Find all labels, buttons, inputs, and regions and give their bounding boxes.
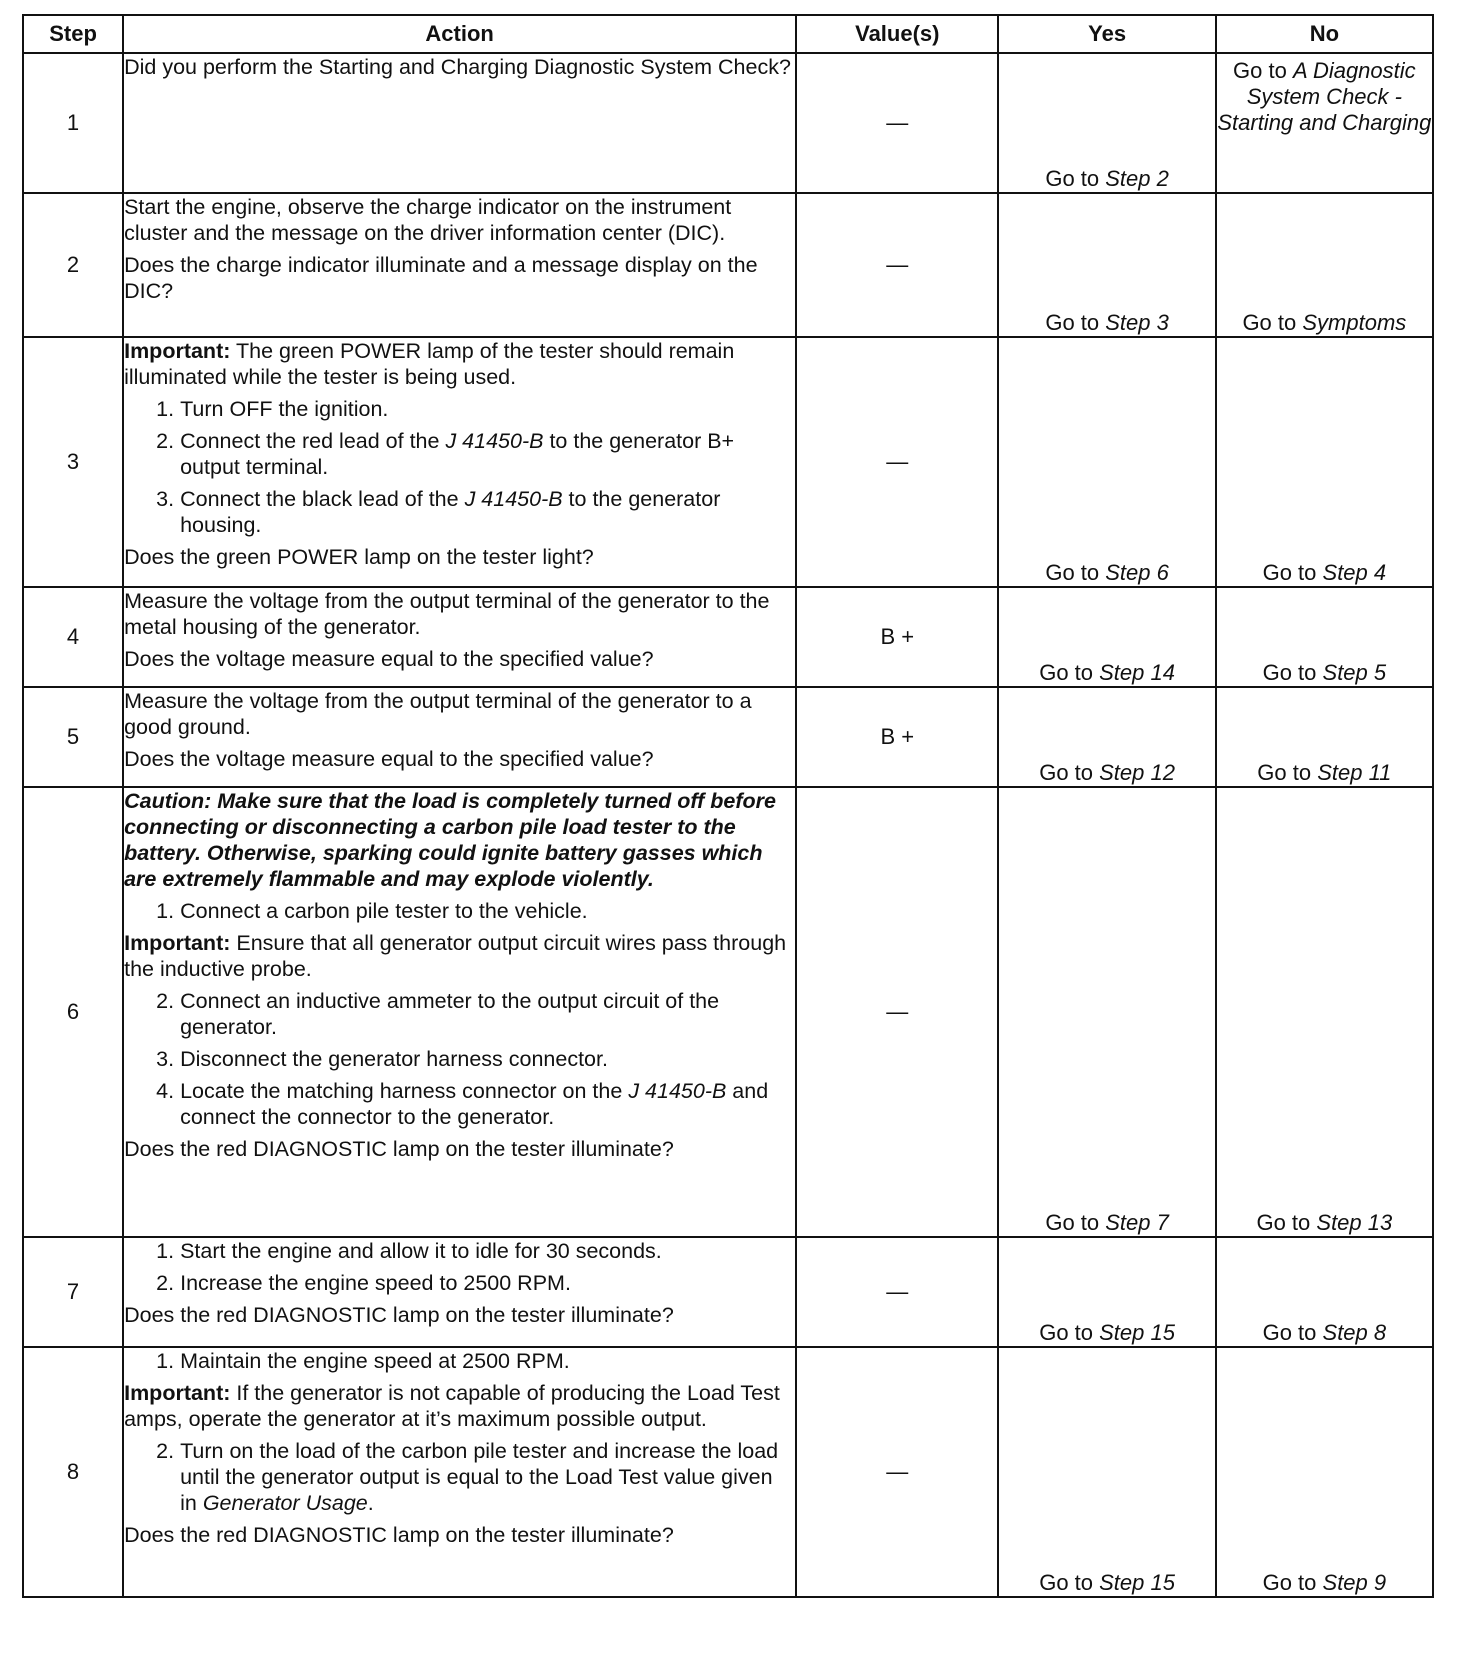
important-note bbox=[124, 338, 795, 390]
header-values: Value(s) bbox=[796, 15, 998, 53]
yes-prefix: Go to bbox=[1045, 560, 1106, 585]
item-text: Connect a carbon pile tester to the vehicle. bbox=[180, 899, 588, 923]
item-text-pre: Connect the black lead of the bbox=[180, 487, 465, 511]
table-row bbox=[23, 1237, 1433, 1347]
item-number: 1. bbox=[156, 1239, 175, 1263]
action-cell bbox=[123, 337, 796, 587]
list-item bbox=[124, 486, 795, 538]
yes-link[interactable]: Step 14 bbox=[1099, 660, 1175, 685]
yes-cell bbox=[998, 193, 1215, 337]
list-item bbox=[124, 1348, 795, 1374]
step-number: 3 bbox=[23, 337, 123, 587]
action-question: Does the green POWER lamp on the tester light? bbox=[124, 545, 594, 569]
item-number: 1. bbox=[156, 899, 175, 923]
no-cell bbox=[1216, 587, 1433, 687]
step-number: 7 bbox=[23, 1237, 123, 1347]
important-note bbox=[124, 1380, 795, 1432]
step-number: 5 bbox=[23, 687, 123, 787]
step-number: 1 bbox=[23, 53, 123, 193]
list-item bbox=[124, 1046, 795, 1072]
value-cell: — bbox=[796, 1237, 998, 1347]
no-link[interactable]: Step 5 bbox=[1322, 660, 1387, 685]
item-number: 4. bbox=[156, 1079, 175, 1103]
action-question: Does the red DIAGNOSTIC lamp on the tester illuminate? bbox=[124, 1523, 674, 1547]
yes-link[interactable]: Step 15 bbox=[1099, 1570, 1175, 1595]
yes-cell bbox=[998, 53, 1215, 193]
tool-reference: J 41450-B bbox=[445, 429, 544, 453]
item-number: 2. bbox=[156, 1271, 175, 1295]
step-number: 4 bbox=[23, 587, 123, 687]
document-reference: Generator Usage bbox=[202, 1491, 368, 1515]
action-cell bbox=[123, 687, 796, 787]
table-row bbox=[23, 53, 1433, 193]
action-cell bbox=[123, 587, 796, 687]
list-item bbox=[124, 988, 795, 1040]
action-question: Does the charge indicator illuminate and a message display on the DIC? bbox=[124, 253, 758, 303]
list-item bbox=[124, 396, 795, 422]
item-text-post: to the generator housing. bbox=[180, 487, 721, 537]
list-item bbox=[124, 898, 795, 924]
item-number: 2. bbox=[156, 429, 175, 453]
table-row bbox=[23, 193, 1433, 337]
no-cell bbox=[1216, 687, 1433, 787]
action-cell bbox=[123, 193, 796, 337]
no-cell bbox=[1216, 193, 1433, 337]
diagnostic-table bbox=[22, 14, 1434, 1598]
table-row bbox=[23, 787, 1433, 1237]
action-question: Does the voltage measure equal to the specified value? bbox=[124, 747, 654, 771]
header-row bbox=[23, 15, 1433, 53]
important-text: The green POWER lamp of the tester should remain illuminated while the tester is being used. bbox=[124, 339, 735, 389]
action-text: Start the engine, observe the charge indicator on the instrument cluster and the message on the driver information center (DIC). bbox=[124, 195, 732, 245]
list-item bbox=[124, 428, 795, 480]
value-cell: B + bbox=[796, 587, 998, 687]
item-text: Start the engine and allow it to idle for 30 seconds. bbox=[180, 1239, 662, 1263]
item-text bbox=[180, 1078, 795, 1130]
list-item bbox=[124, 1238, 795, 1264]
yes-link[interactable]: Step 6 bbox=[1105, 560, 1169, 585]
item-text bbox=[180, 486, 795, 538]
item-number: 3. bbox=[156, 1047, 175, 1071]
action-cell bbox=[123, 1237, 796, 1347]
table-row bbox=[23, 587, 1433, 687]
item-text-post: and connect the connector to the generator. bbox=[180, 1079, 769, 1129]
action-question: Does the voltage measure equal to the specified value? bbox=[124, 647, 654, 671]
item-text: Disconnect the generator harness connector. bbox=[180, 1047, 608, 1071]
important-text: If the generator is not capable of producing the Load Test amps, operate the generator at it’s maximum possible output. bbox=[124, 1381, 780, 1431]
value-cell: — bbox=[796, 787, 998, 1237]
action-cell bbox=[123, 1347, 796, 1597]
no-prefix: Go to bbox=[1256, 1210, 1317, 1235]
yes-prefix: Go to bbox=[1039, 1570, 1100, 1595]
action-cell bbox=[123, 53, 796, 193]
no-cell bbox=[1216, 787, 1433, 1237]
yes-prefix: Go to bbox=[1045, 1210, 1106, 1235]
item-number: 1. bbox=[156, 1349, 175, 1373]
step-number: 8 bbox=[23, 1347, 123, 1597]
yes-prefix: Go to bbox=[1039, 660, 1100, 685]
header-action: Action bbox=[123, 15, 796, 53]
item-text: Turn OFF the ignition. bbox=[180, 397, 389, 421]
action-cell bbox=[123, 787, 796, 1237]
yes-link[interactable]: Step 7 bbox=[1105, 1210, 1169, 1235]
item-text-post: to the generator B+ output terminal. bbox=[180, 429, 735, 479]
table-row bbox=[23, 687, 1433, 787]
header-no: No bbox=[1216, 15, 1433, 53]
item-number: 1. bbox=[156, 397, 175, 421]
tool-reference: J 41450-B bbox=[628, 1079, 727, 1103]
yes-prefix: Go to bbox=[1039, 760, 1100, 785]
list-item bbox=[124, 1270, 795, 1296]
important-text: Ensure that all generator output circuit wires pass through the inductive probe. bbox=[124, 931, 787, 981]
yes-cell bbox=[998, 787, 1215, 1237]
item-text-post: . bbox=[367, 1491, 374, 1515]
no-link[interactable]: Step 8 bbox=[1322, 1320, 1387, 1345]
action-text: Measure the voltage from the output terminal of the generator to the metal housing of the generator. bbox=[124, 589, 770, 639]
yes-link[interactable]: Step 3 bbox=[1105, 310, 1169, 335]
action-question: Does the red DIAGNOSTIC lamp on the tester illuminate? bbox=[124, 1303, 674, 1327]
header-step: Step bbox=[23, 15, 123, 53]
yes-prefix: Go to bbox=[1045, 310, 1106, 335]
no-cell bbox=[1216, 1237, 1433, 1347]
no-link[interactable]: Step 9 bbox=[1322, 1570, 1387, 1595]
action-text: Did you perform the Starting and Charging Diagnostic System Check? bbox=[124, 55, 791, 79]
value-cell: — bbox=[796, 193, 998, 337]
no-prefix: Go to bbox=[1262, 660, 1323, 685]
list-item bbox=[124, 1078, 795, 1130]
important-label: Important: bbox=[124, 931, 231, 955]
no-link[interactable]: Step 13 bbox=[1316, 1210, 1393, 1235]
action-text: Measure the voltage from the output terminal of the generator to a good ground. bbox=[124, 689, 752, 739]
yes-prefix: Go to bbox=[1039, 1320, 1100, 1345]
yes-cell bbox=[998, 587, 1215, 687]
no-link[interactable]: Step 11 bbox=[1317, 760, 1392, 785]
no-cell bbox=[1216, 1347, 1433, 1597]
yes-link[interactable]: Step 2 bbox=[1105, 166, 1169, 191]
yes-cell bbox=[998, 1347, 1215, 1597]
item-number: 3. bbox=[156, 487, 175, 511]
yes-link[interactable]: Step 12 bbox=[1099, 760, 1175, 785]
no-cell bbox=[1216, 337, 1433, 587]
important-note bbox=[124, 930, 795, 982]
item-text: Increase the engine speed to 2500 RPM. bbox=[180, 1271, 571, 1295]
yes-prefix: Go to bbox=[1045, 166, 1106, 191]
item-text: Maintain the engine speed at 2500 RPM. bbox=[180, 1349, 570, 1373]
value-cell: — bbox=[796, 1347, 998, 1597]
value-cell: — bbox=[796, 337, 998, 587]
no-link[interactable]: A Diagnostic System Check - Starting and Charging bbox=[1217, 58, 1432, 135]
caution-note: Caution: Make sure that the load is completely turned off before connecting or disconnecting a carbon pile load tester to the battery. Otherwise, sparking could ignite battery gasses which are extremely flammable and may explode violently. bbox=[124, 789, 776, 891]
yes-cell bbox=[998, 687, 1215, 787]
item-text bbox=[180, 1438, 795, 1516]
important-label: Important: bbox=[124, 1381, 231, 1405]
no-prefix: Go to bbox=[1242, 310, 1303, 335]
no-prefix: Go to bbox=[1262, 1320, 1323, 1345]
no-link[interactable]: Symptoms bbox=[1302, 310, 1407, 335]
item-text bbox=[180, 428, 795, 480]
no-prefix: Go to bbox=[1262, 560, 1323, 585]
action-question: Does the red DIAGNOSTIC lamp on the tester illuminate? bbox=[124, 1137, 674, 1161]
yes-link[interactable]: Step 15 bbox=[1099, 1320, 1175, 1345]
value-cell: B + bbox=[796, 687, 998, 787]
item-text-pre: Locate the matching harness connector on the bbox=[180, 1079, 629, 1103]
item-text: Connect an inductive ammeter to the output circuit of the generator. bbox=[180, 989, 720, 1039]
item-text-pre: Connect the red lead of the bbox=[180, 429, 446, 453]
no-prefix: Go to bbox=[1233, 58, 1293, 83]
table-row bbox=[23, 337, 1433, 587]
no-prefix: Go to bbox=[1257, 760, 1318, 785]
no-prefix: Go to bbox=[1262, 1570, 1323, 1595]
no-cell bbox=[1216, 53, 1433, 193]
step-number: 2 bbox=[23, 193, 123, 337]
item-text-pre: Turn on the load of the carbon pile tester and increase the load until the generator output is equal to the Load Test value given in bbox=[180, 1439, 779, 1515]
list-item bbox=[124, 1438, 795, 1516]
header-yes: Yes bbox=[998, 15, 1215, 53]
yes-cell bbox=[998, 1237, 1215, 1347]
table-row bbox=[23, 1347, 1433, 1597]
tool-reference: J 41450-B bbox=[464, 487, 563, 511]
item-number: 2. bbox=[156, 989, 175, 1013]
value-cell: — bbox=[796, 53, 998, 193]
no-link[interactable]: Step 4 bbox=[1322, 560, 1387, 585]
step-number: 6 bbox=[23, 787, 123, 1237]
yes-cell bbox=[998, 337, 1215, 587]
item-number: 2. bbox=[156, 1439, 175, 1463]
important-label: Important: bbox=[124, 339, 231, 363]
